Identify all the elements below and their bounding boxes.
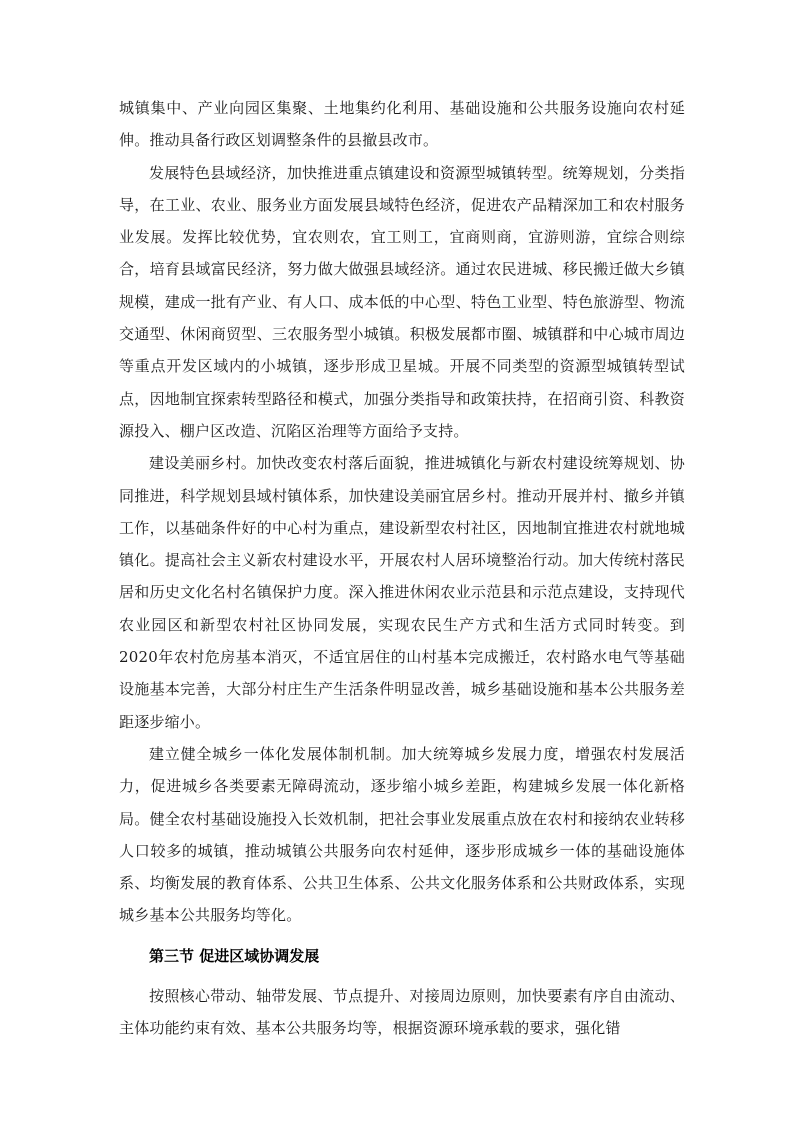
paragraph-urbanization-continuation: 城镇集中、产业向园区集聚、土地集约化利用、基础设施和公共服务设施向农村延伸。推动具备行政区划调整条件的县撤县改市。 <box>119 99 685 150</box>
paragraph-regional-coordination: 按照核心带动、轴带发展、节点提升、对接周边原则，加快要素有序自由流动、主体功能约束有效、基本公共服务均等，根据资源环境承载的要求，强化错 <box>119 987 685 1038</box>
paragraph-beautiful-villages: 建设美丽乡村。加快改变农村落后面貌，推进城镇化与新农村建设统筹规划、协同推进，科学规划县域村镇体系，加快建设美丽宜居乡村。推动开展并村、撤乡并镇工作，以基础条件好的中心村为重点，建设新型农村社区，因地制宜推进农村就地城镇化。提高社会主义新农村建设水平，开展农村人居环境整治行动。加大传统村落民居和历史文化名村名镇保护力度。深入推进休闲农业示范县和示范点建设，支持现代农业园区和新型农村社区协同发展，实现农民生产方式和生活方式同时转变。到2020年农村危房基本消灭，不适宜居住的山村基本完成搬迁，农村路水电气等基础设施基本完善，大部分村庄生产生活条件明显改善，城乡基础设施和基本公共服务差距逐步缩小。 <box>119 454 685 731</box>
paragraph-county-economy: 发展特色县域经济，加快推进重点镇建设和资源型城镇转型。统筹规划，分类指导，在工业、农业、服务业方面发展县域特色经济，促进农产品精深加工和农村服务业发展。发挥比较优势，宜农则农，宜工则工，宜商则商，宜游则游，宜综合则综合，培育县域富民经济，努力做大做强县域经济。通过农民进城、移民搬迁做大乡镇规模，建成一批有产业、有人口、成本低的中心型、特色工业型、特色旅游型、物流交通型、休闲商贸型、三农服务型小城镇。积极发展都市圈、城镇群和中心城市周边等重点开发区域内的小城镇，逐步形成卫星城。开展不同类型的资源型城镇转型试点，因地制宜探索转型路径和模式，加强分类指导和政策扶持，在招商引资、科教资源投入、棚户区改造、沉陷区治理等方面给予支持。 <box>119 163 685 440</box>
document-body <box>119 92 685 1045</box>
section-heading: 第三节 促进区域协调发展 <box>149 946 320 965</box>
paragraph-urban-rural-integration: 建立健全城乡一体化发展体制机制。加大统筹城乡发展力度，增强农村发展活力，促进城乡各类要素无障碍流动，逐步缩小城乡差距，构建城乡发展一体化新格局。健全农村基础设施投入长效机制，把社会事业发展重点放在农村和接纳农业转移人口较多的城镇，推动城镇公共服务向农村延伸，逐步形成城乡一体的基础设施体系、均衡发展的教育体系、公共卫生体系、公共文化服务体系和公共财政体系，实现城乡基本公共服务均等化。 <box>119 744 685 925</box>
